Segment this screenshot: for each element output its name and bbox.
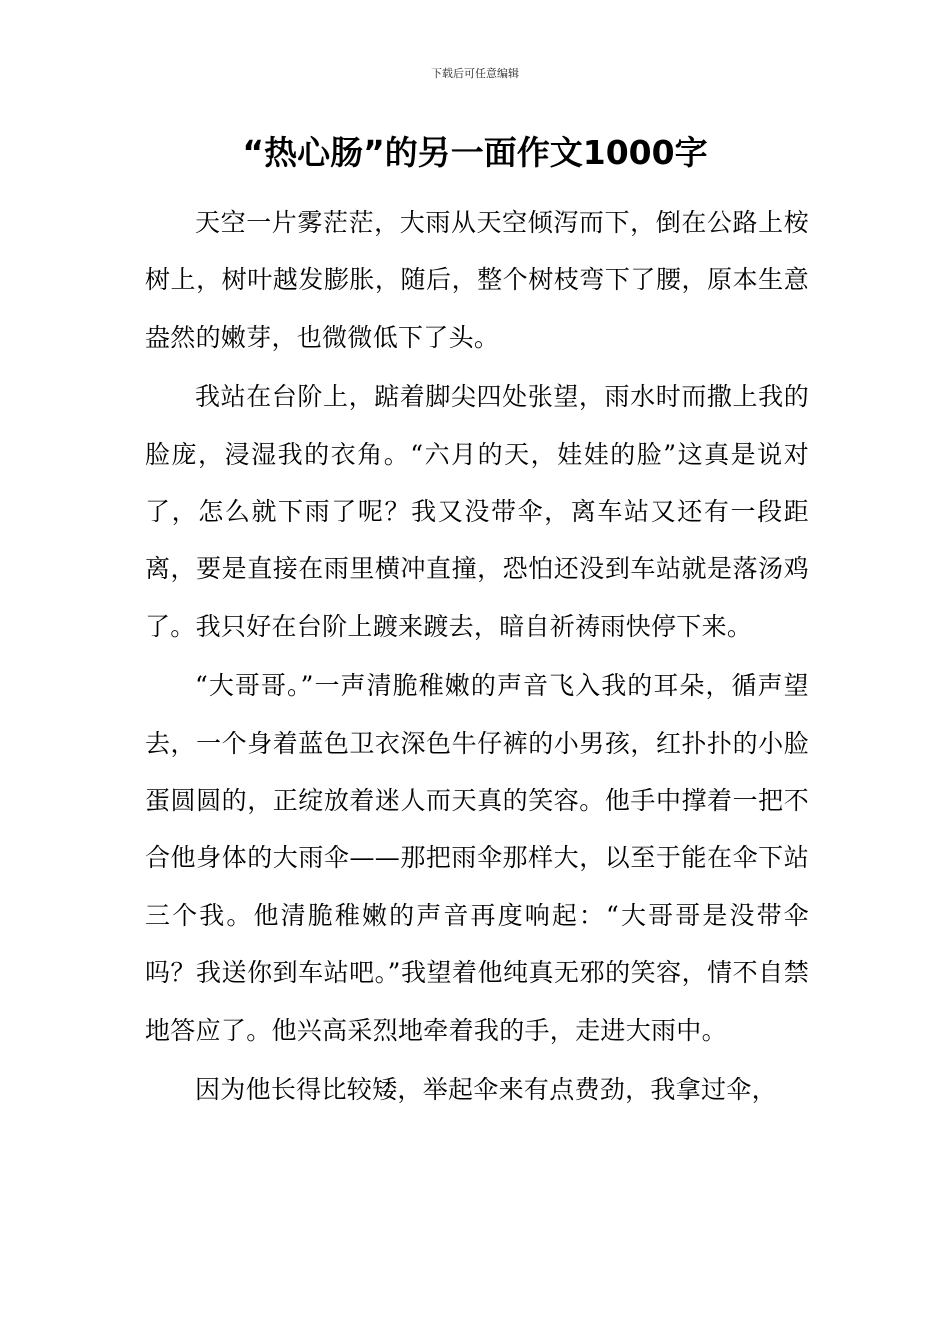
header-note: 下载后可任意编辑 [431,67,519,80]
paragraph-1: 天空一片雾茫茫，大雨从天空倾泻而下，倒在公路上桉树上，树叶越发膨胀，随后，整个树枝弯下了腰，原本生意盎然的嫩芽，也微微低下了头。 [145,208,809,352]
paragraph-3: “大哥哥。”一声清脆稚嫩的声音飞入我的耳朵，循声望去，一个身着蓝色卫衣深色牛仔裤的小男孩，红扑扑的小脸蛋圆圆的，正绽放着迷人而天真的笑容。他手中撑着一把不合他身体的大雨伞——那把雨伞那样大，以至于能在伞下站三个我。他清脆稚嫩的声音再度响起：“大哥哥是没带伞吗？我送你到车站吧。”我望着他纯真无邪的笑容，情不自禁地答应了。他兴高采烈地牵着我的手，走进大雨中。 [145,671,809,1045]
document-title: “热心肠”的另一面作文1000字 [242,133,708,172]
paragraph-4: 因为他长得比较矮，举起伞来有点费劲，我拿过伞， [195,1075,777,1105]
document-body [145,194,809,1121]
paragraph-2: 我站在台阶上，踮着脚尖四处张望，雨水时而撒上我的脸庞，浸湿我的衣角。“六月的天，娃娃的脸”这真是说对了，怎么就下雨了呢？我又没带伞，离车站又还有一段距离，要是直接在雨里横冲直撞，恐怕还没到车站就是落汤鸡了。我只好在台阶上踱来踱去，暗自祈祷雨快停下来。 [145,382,809,641]
